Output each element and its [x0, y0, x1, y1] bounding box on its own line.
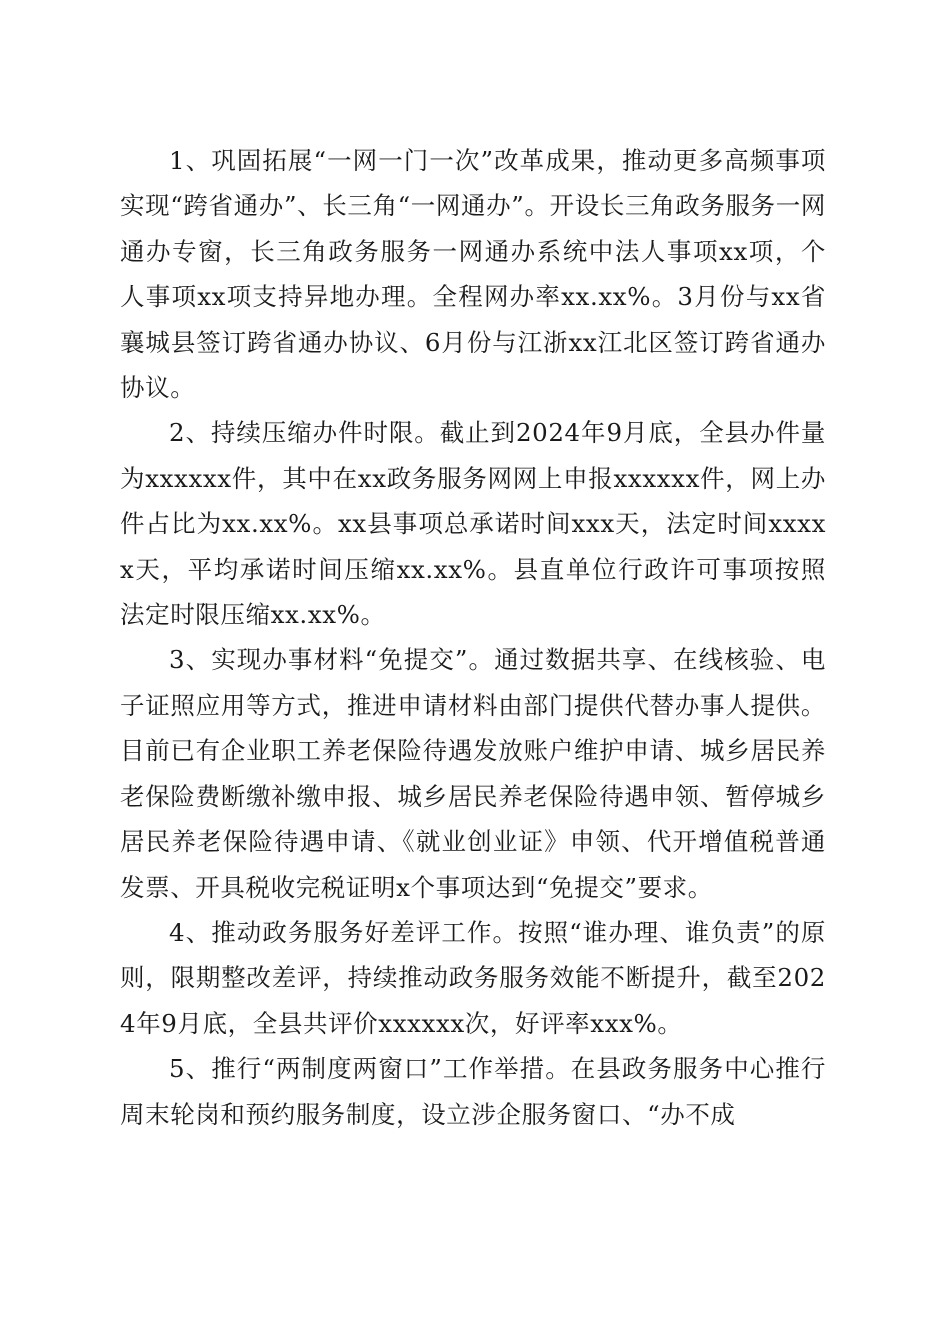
paragraph-5: 5、推行“两制度两窗口”工作举措。在县政务服务中心推行周末轮岗和预约服务制度，设立涉企服务窗口、“办不成 — [120, 1054, 826, 1129]
paragraph-3: 3、实现办事材料“免提交”。通过数据共享、在线核验、电子证照应用等方式，推进申请材料由部门提供代替办事人提供。目前已有企业职工养老保险待遇发放账户维护申请、城乡居民养老保险费断缴补缴申报、城乡居民养老保险待遇申领、暂停城乡居民养老保险待遇申请、《就业创业证》申领、代开增值税普通发票、开具税收完税证明x个事项达到“免提交”要求。 — [120, 645, 826, 902]
paragraph-4: 4、推动政务服务好差评工作。按照“谁办理、谁负责”的原则，限期整改差评，持续推动政务服务效能不断提升，截至2024年9月底，全县共评价xxxxxx次，好评率xxx%。 — [120, 917, 826, 1038]
paragraph-2: 2、持续压缩办件时限。截止到2024年9月底，全县办件量为xxxxxx件，其中在xx政务服务网网上申报xxxxxx件，网上办件占比为xx.xx%。xx县事项总承诺时间xxx天，法定时间xxxxx天，平均承诺时间压缩xx.xx%。县直单位行政许可事项按照法定时限压缩xx.xx%。 — [120, 418, 826, 630]
document-body — [120, 138, 826, 1137]
paragraph-1: 1、巩固拓展“一网一门一次”改革成果，推动更多高频事项实现“跨省通办”、长三角“一网通办”。开设长三角政务服务一网通办专窗，长三角政务服务一网通办系统中法人事项xx项，个人事项xx项支持异地办理。全程网办率xx.xx%。3月份与xx省襄城县签订跨省通办协议、6月份与江浙xx江北区签订跨省通办协议。 — [120, 146, 826, 403]
